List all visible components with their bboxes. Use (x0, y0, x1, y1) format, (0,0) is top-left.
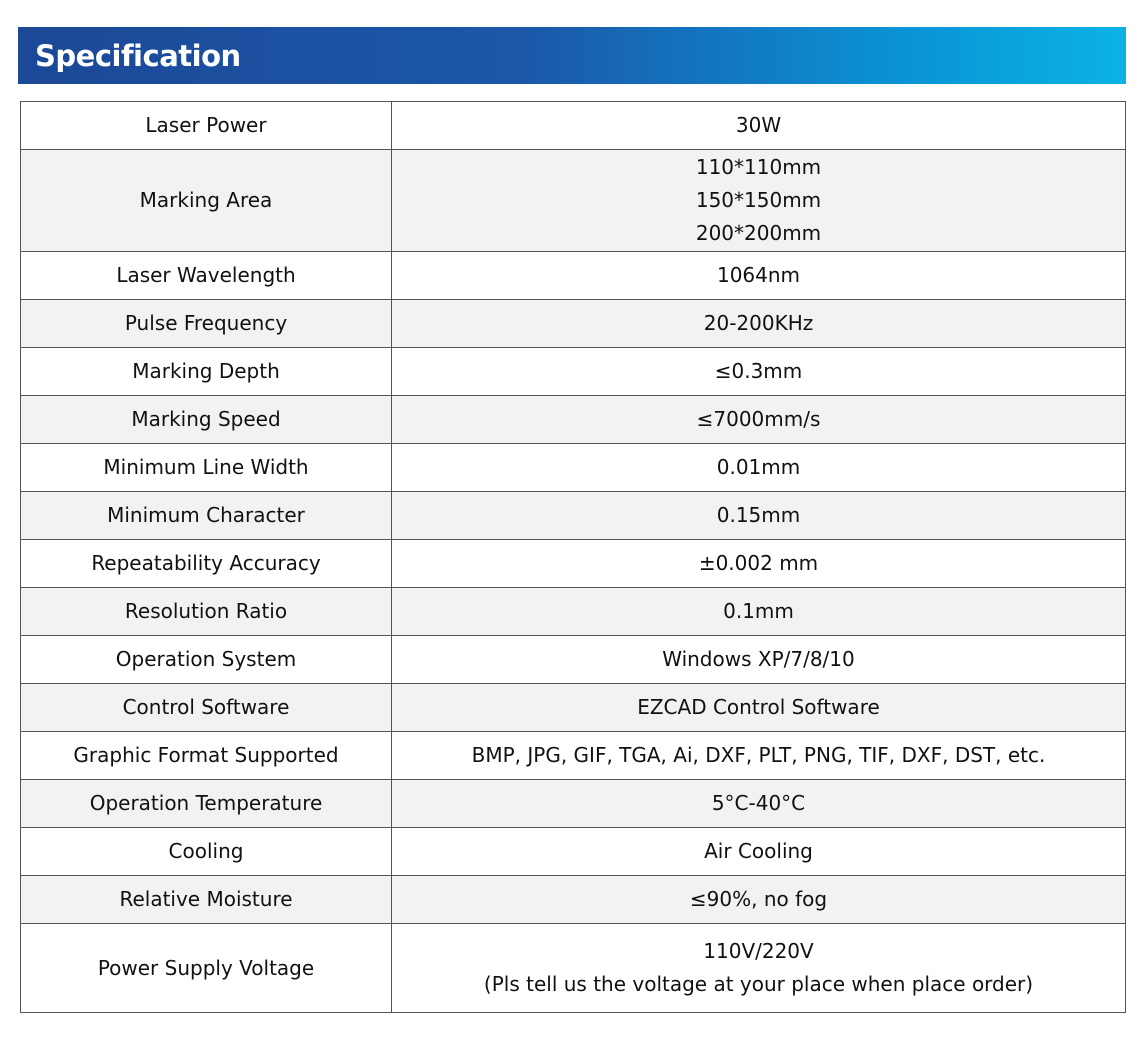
spec-value-line: EZCAD Control Software (637, 695, 880, 719)
spec-name-cell: Marking Area (21, 150, 392, 252)
spec-value-line: 150*150mm (695, 188, 822, 212)
banner-title: Specification (35, 38, 241, 73)
spec-value-cell (392, 732, 1126, 780)
spec-value-cell (392, 828, 1126, 876)
spec-value-cell (392, 492, 1126, 540)
spec-value-cell (392, 300, 1126, 348)
spec-name-cell: Control Software (21, 684, 392, 732)
spec-value-cell (392, 540, 1126, 588)
spec-name-cell: Laser Power (21, 102, 392, 150)
spec-name-cell: Operation System (21, 636, 392, 684)
spec-value-line: 20-200KHz (703, 311, 814, 335)
spec-name-cell: Relative Moisture (21, 876, 392, 924)
table-row (21, 732, 1126, 780)
specification-table-body (21, 102, 1126, 1013)
spec-value-line: 0.1mm (723, 599, 794, 623)
spec-value-line: 1064nm (716, 263, 801, 287)
spec-value-cell (392, 252, 1126, 300)
table-row (21, 150, 1126, 252)
spec-name-cell: Minimum Line Width (21, 444, 392, 492)
specification-banner (18, 27, 1126, 84)
table-row (21, 540, 1126, 588)
table-row (21, 636, 1126, 684)
table-row (21, 924, 1126, 1013)
spec-value-cell (392, 636, 1126, 684)
spec-value-line: Air Cooling (704, 839, 813, 863)
spec-value-line: 110*110mm (695, 155, 822, 179)
spec-name-cell: Operation Temperature (21, 780, 392, 828)
table-row (21, 876, 1126, 924)
table-row (21, 102, 1126, 150)
spec-value-cell (392, 684, 1126, 732)
spec-value-line: ±0.002 mm (698, 551, 819, 575)
spec-value-line: 0.01mm (716, 455, 801, 479)
spec-name-cell: Repeatability Accuracy (21, 540, 392, 588)
specification-table (20, 101, 1126, 1013)
spec-value-line: 110V/220V (703, 939, 814, 963)
spec-value-cell (392, 150, 1126, 252)
spec-name-cell: Resolution Ratio (21, 588, 392, 636)
spec-value-line: Windows XP/7/8/10 (662, 647, 855, 671)
spec-value-cell (392, 348, 1126, 396)
spec-value-line: ≤7000mm/s (696, 407, 821, 431)
table-row (21, 588, 1126, 636)
spec-value-cell (392, 876, 1126, 924)
table-row (21, 252, 1126, 300)
spec-name-cell: Cooling (21, 828, 392, 876)
spec-name-cell: Power Supply Voltage (21, 924, 392, 1013)
spec-value-line: 30W (735, 113, 782, 137)
spec-name-cell: Marking Depth (21, 348, 392, 396)
spec-value-line: (Pls tell us the voltage at your place when place order) (483, 972, 1034, 996)
spec-value-line: BMP, JPG, GIF, TGA, Ai, DXF, PLT, PNG, TIF, DXF, DST, etc. (471, 743, 1046, 767)
table-row (21, 828, 1126, 876)
spec-value-cell (392, 102, 1126, 150)
spec-value-cell (392, 924, 1126, 1013)
spec-value-line: 200*200mm (695, 221, 822, 245)
table-row (21, 396, 1126, 444)
spec-value-line: 5°C-40°C (711, 791, 806, 815)
spec-value-line: ≤0.3mm (714, 359, 803, 383)
spec-value-cell (392, 588, 1126, 636)
spec-value-cell (392, 396, 1126, 444)
spec-name-cell: Laser Wavelength (21, 252, 392, 300)
table-row (21, 492, 1126, 540)
spec-value-cell (392, 780, 1126, 828)
spec-value-line: ≤90%, no fog (689, 887, 828, 911)
table-row (21, 684, 1126, 732)
spec-name-cell: Marking Speed (21, 396, 392, 444)
spec-name-cell: Graphic Format Supported (21, 732, 392, 780)
spec-name-cell: Minimum Character (21, 492, 392, 540)
spec-value-line: 0.15mm (716, 503, 801, 527)
table-row (21, 300, 1126, 348)
table-row (21, 780, 1126, 828)
table-row (21, 348, 1126, 396)
table-row (21, 444, 1126, 492)
spec-name-cell: Pulse Frequency (21, 300, 392, 348)
spec-value-cell (392, 444, 1126, 492)
